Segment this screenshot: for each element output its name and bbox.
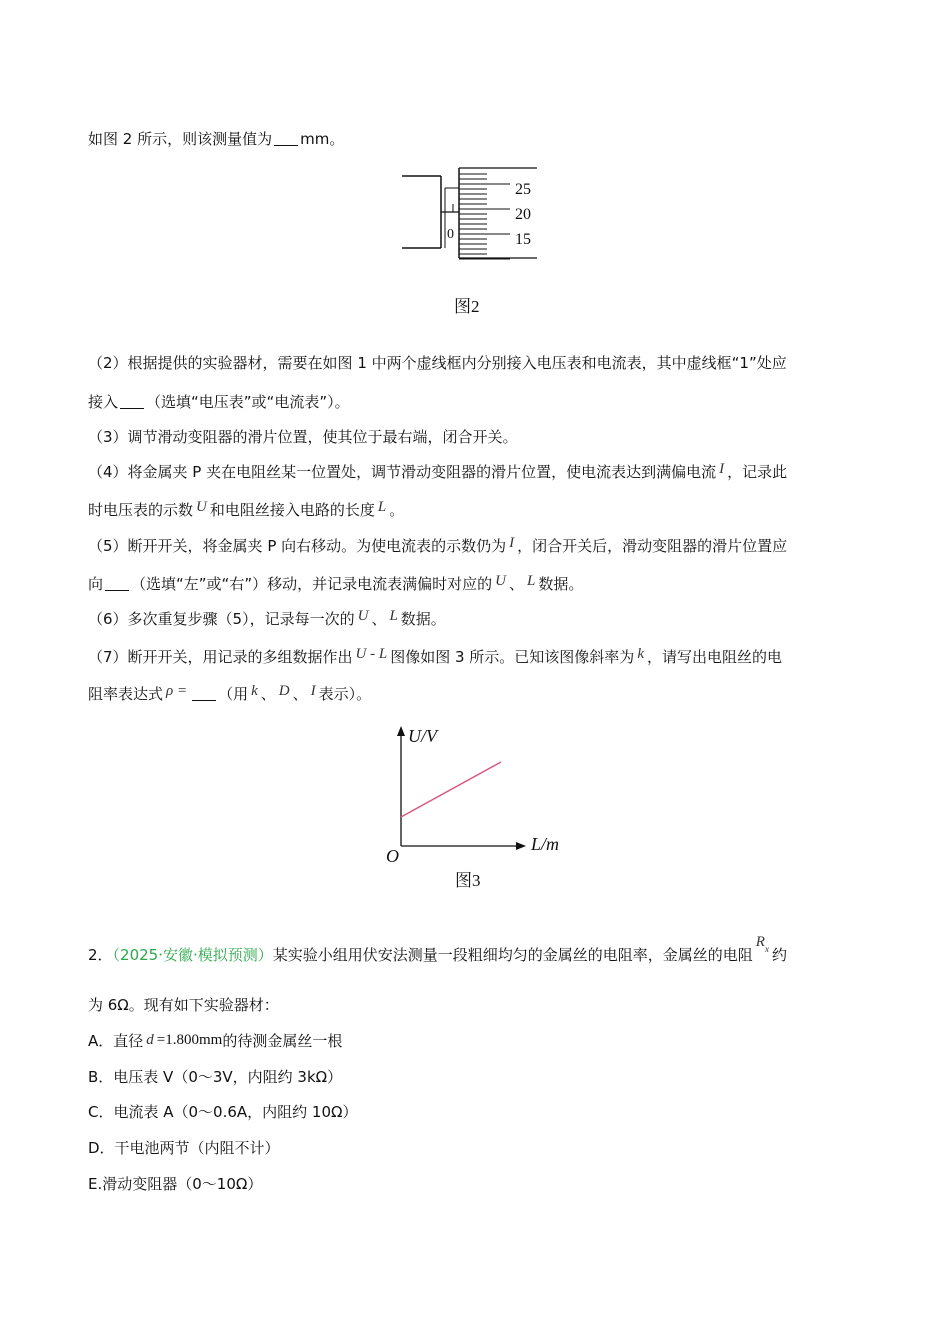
- scale-label-15: 15: [515, 231, 531, 248]
- question-7-line-1: （7）断开开关，用记录的多组数据作出 U - L 图像如图 3 所示。已知该图像斜率为 k ，请写出电阻丝的电: [88, 646, 782, 666]
- option-b: B．电压表 V（0～3V，内阻约 3kΩ）: [88, 1068, 343, 1086]
- question-3-line: （3）调节滑动变阻器的滑片位置，使其位于最右端，闭合开关。: [88, 428, 518, 446]
- problem-2-line-2: 为 6Ω。现有如下实验器材：: [88, 996, 279, 1014]
- question-4-line-2: 时电压表的示数 U 和电阻丝接入电路的长度 L 。: [88, 499, 405, 519]
- question-6-line: （6）多次重复步骤（5），记录每一次的 U 、 L 数据。: [88, 608, 446, 628]
- u-l-graph: [378, 722, 578, 867]
- x-axis-arrow: [516, 842, 526, 850]
- figure-2-caption: 图2: [454, 297, 480, 316]
- answer-blank[interactable]: [274, 129, 298, 146]
- question-2-line-1: （2）根据提供的实验器材，需要在如图 1 中两个虚线框内分别接入电压表和电流表，其中虚线框“1”处应: [88, 354, 787, 372]
- x-axis-label: L/m: [531, 834, 560, 854]
- option-e: E.滑动变阻器（0～10Ω）: [88, 1175, 263, 1193]
- question-7-line-2: 阻率表达式 ρ = （用 k 、 D 、 I 表示）。: [88, 683, 372, 703]
- main-scale-zero: 0: [447, 227, 454, 242]
- question-5-line-2: 向 （选填“左”或“右”）移动，并记录电流表满偏时对应的 U 、 L 数据。: [88, 573, 584, 593]
- origin-label: O: [386, 846, 399, 866]
- measurement-line: 如图 2 所示，则该测量值为 mm。: [88, 130, 345, 148]
- y-axis-arrow: [397, 726, 405, 736]
- scale-label-25: 25: [515, 181, 531, 198]
- figure-3-graph: [378, 722, 578, 871]
- option-a: A．直径 d =1.800mm的待测金属丝一根: [88, 1032, 343, 1050]
- option-d: D．干电池两节（内阻不计）: [88, 1139, 280, 1157]
- micrometer-diagram: [395, 160, 555, 265]
- answer-blank[interactable]: [192, 684, 216, 701]
- y-axis-label: U/V: [408, 726, 437, 746]
- source-tag: （2025·安徽·模拟预测）: [112, 946, 273, 964]
- question-2-line-2: 接入 （选填“电压表”或“电流表”）。: [88, 393, 350, 411]
- answer-blank[interactable]: [105, 574, 129, 591]
- scale-label-20: 20: [515, 206, 531, 223]
- question-5-line-1: （5）断开开关，将金属夹 P 向右移动。为使电流表的示数仍为 I ，闭合开关后，滑动变阻器的滑片位置应: [88, 535, 788, 555]
- answer-blank[interactable]: [120, 392, 144, 409]
- question-4-line-1: （4）将金属夹 P 夹在电阻丝某一位置处，调节滑动变阻器的滑片位置，使电流表达到满偏电流 I ，记录此: [88, 461, 788, 481]
- option-c: C．电流表 A（0～0.6A，内阻约 10Ω）: [88, 1103, 358, 1121]
- problem-2-line-1: 2．（2025·安徽·模拟预测）某实验小组用伏安法测量一段粗细均匀的金属丝的电阻率，金属丝的电阻$R_x$ 约: [88, 934, 787, 964]
- figure-2-micrometer: [395, 160, 555, 269]
- figure-3-caption: 图3: [455, 871, 481, 890]
- data-line: [401, 762, 501, 817]
